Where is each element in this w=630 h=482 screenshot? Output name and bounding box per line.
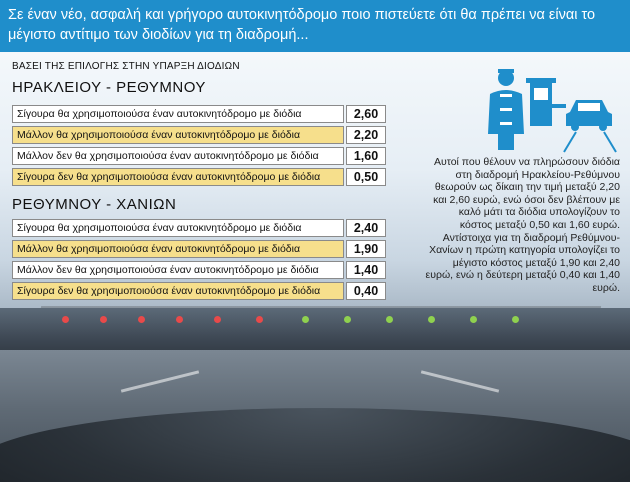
toll-light-green [512, 316, 519, 323]
row-label: Σίγουρα δεν θα χρησιμοποιούσα έναν αυτοκινητόδρομο με διόδια [12, 168, 344, 186]
worker-body-icon [488, 90, 524, 150]
toll-light-red [256, 316, 263, 323]
table-row [12, 219, 386, 237]
table-row [12, 105, 386, 123]
row-value: 0,40 [346, 282, 386, 300]
toll-light-green [428, 316, 435, 323]
toll-light-red [214, 316, 221, 323]
description-text: Αυτοί που θέλουν να πληρώσουν διόδια στη διαδρομή Ηρακλείου-Ρεθύμνου θεωρούν ως δίκαιη την τιμή μεταξύ 2,20 και 2,60 ευρώ, ενώ όσοι δεν βλέπουν με καλό μάτι τα διόδια υπολογίζουν το κόστος μεταξύ 0,50 και 1,60 ευρώ. Αντίστοιχα για τη διαδρομή Ρεθύμνου-Χανίων η πρώτη κατηγορία υπολογίζει το μέγιστο κόστος μεταξύ 1,90 και 2,40 ευρώ, ενώ η δεύτερη μεταξύ 0,40 και 1,40 ευρώ. [425, 156, 620, 294]
table-row [12, 240, 386, 258]
toll-light-green [470, 316, 477, 323]
row-value: 2,20 [346, 126, 386, 144]
row-label: Σίγουρα θα χρησιμοποιούσα έναν αυτοκινητόδρομο με διόδια [12, 105, 344, 123]
row-value: 1,60 [346, 147, 386, 165]
toll-light-green [302, 316, 309, 323]
row-value: 2,60 [346, 105, 386, 123]
section-title-heraklion-rethymno: ΗΡΑΚΛΕΙΟΥ - ΡΕΘΥΜΝΟΥ [12, 79, 206, 96]
table-rethymno-chania [12, 219, 386, 303]
row-label: Μάλλον θα χρησιμοποιούσα έναν αυτοκινητόδρομο με διόδια [12, 240, 344, 258]
table-row [12, 261, 386, 279]
row-value: 1,40 [346, 261, 386, 279]
header-question: Σε έναν νέο, ασφαλή και γρήγορο αυτοκινητόδρομο ποιο πιστεύετε ότι θα πρέπει να είναι το μέγιστο αντίτιμο των διοδίων για τη διαδρομή... [0, 0, 630, 52]
row-value: 0,50 [346, 168, 386, 186]
row-value: 1,90 [346, 240, 386, 258]
toll-light-red [62, 316, 69, 323]
toll-light-red [138, 316, 145, 323]
subtitle: ΒΑΣΕΙ ΤΗΣ ΕΠΙΛΟΓΗΣ ΣΤΗΝ ΥΠΑΡΞΗ ΔΙΟΔΙΩΝ [12, 61, 240, 72]
toll-light-red [100, 316, 107, 323]
row-label: Μάλλον θα χρησιμοποιούσα έναν αυτοκινητόδρομο με διόδια [12, 126, 344, 144]
row-label: Μάλλον δεν θα χρησιμοποιούσα έναν αυτοκινητόδρομο με διόδια [12, 147, 344, 165]
row-label: Μάλλον δεν θα χρησιμοποιούσα έναν αυτοκινητόδρομο με διόδια [12, 261, 344, 279]
toll-light-green [344, 316, 351, 323]
table-row [12, 126, 386, 144]
table-heraklion-rethymno [12, 105, 386, 189]
row-label: Σίγουρα θα χρησιμοποιούσα έναν αυτοκινητόδρομο με διόδια [12, 219, 344, 237]
table-row [12, 147, 386, 165]
toll-light-red [176, 316, 183, 323]
row-value: 2,40 [346, 219, 386, 237]
toll-worker-booth-car-icon [480, 64, 620, 154]
table-row [12, 168, 386, 186]
toll-light-green [386, 316, 393, 323]
row-label: Σίγουρα δεν θα χρησιμοποιούσα έναν αυτοκινητόδρομο με διόδια [12, 282, 344, 300]
section-title-rethymno-chania: ΡΕΘΥΜΝΟΥ - ΧΑΝΙΩΝ [12, 196, 177, 213]
table-row [12, 282, 386, 300]
